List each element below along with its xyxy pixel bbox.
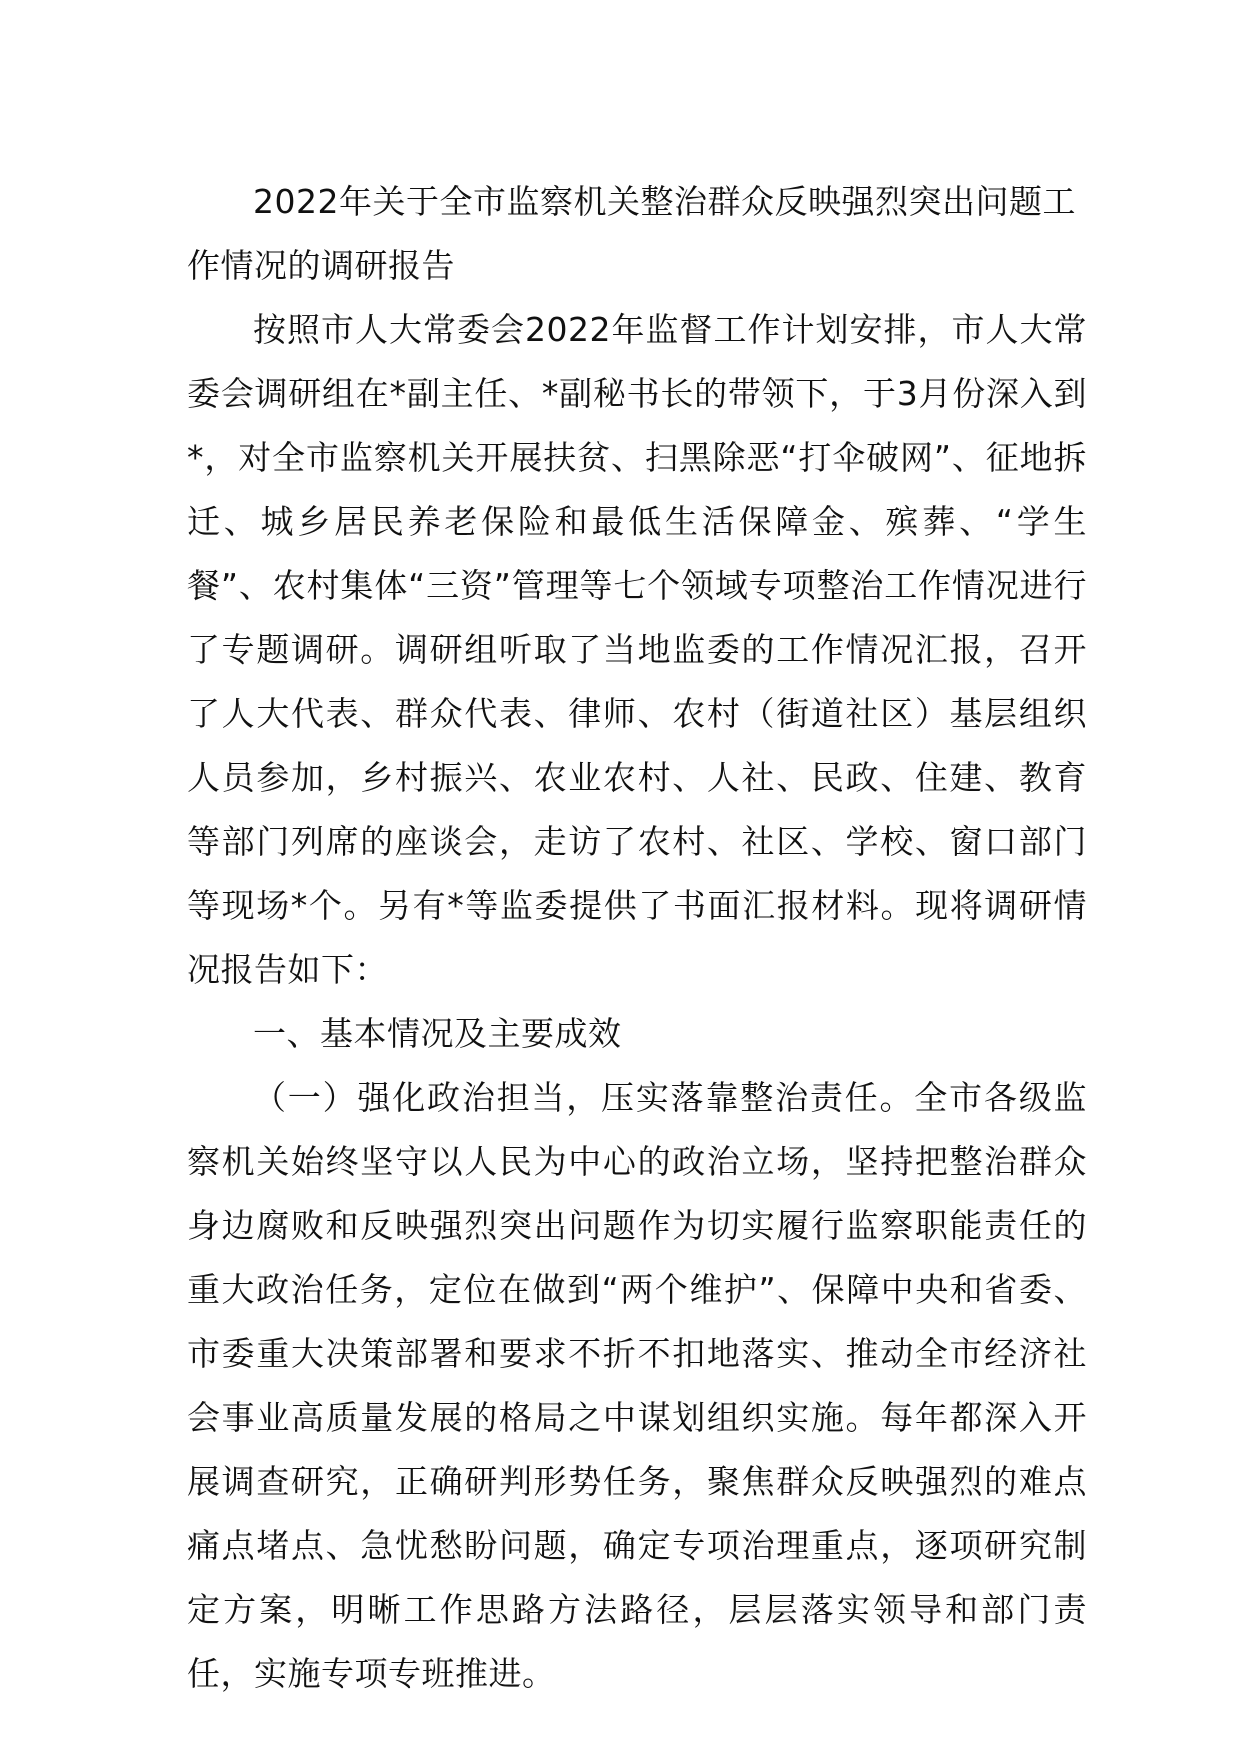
section-paragraph: （一）强化政治担当，压实落靠整治责任。全市各级监察机关始终坚守以人民为中心的政治立场，坚持把整治群众身边腐败和反映强烈突出问题作为切实履行监察职能责任的重大政治任务，定位在做到“两个维护”、保障中央和省委、市委重大决策部署和要求不折不扣地落实、推动全市经济社会事业高质量发展的格局之中谋划组织实施。每年都深入开展调查研究，正确研判形势任务，聚焦群众反映强烈的难点痛点堵点、急忧愁盼问题，确定专项治理重点，逐项研究制定方案，明晰工作思路方法路径，层层落实领导和部门责任，实施专项专班推进。 xyxy=(187,1078,1087,1693)
document-page xyxy=(187,170,1087,1706)
section-heading: 一、基本情况及主要成效 xyxy=(253,1014,622,1053)
intro-paragraph: 按照市人大常委会2022年监督工作计划安排，市人大常委会调研组在*副主任、*副秘书长的带领下，于3月份深入到*，对全市监察机关开展扶贫、扫黑除恶“打伞破网”、征地拆迁、城乡居民养老保险和最低生活保障金、殡葬、“学生餐”、农村集体“三资”管理等七个领域专项整治工作情况进行了专题调研。调研组听取了当地监委的工作情况汇报，召开了人大代表、群众代表、律师、农村（街道社区）基层组织人员参加，乡村振兴、农业农村、人社、民政、住建、教育等部门列席的座谈会，走访了农村、社区、学校、窗口部门等现场*个。另有*等监委提供了书面汇报材料。现将调研情况报告如下： xyxy=(187,310,1087,989)
document-title: 2022年关于全市监察机关整治群众反映强烈突出问题工作情况的调研报告 xyxy=(187,182,1076,285)
